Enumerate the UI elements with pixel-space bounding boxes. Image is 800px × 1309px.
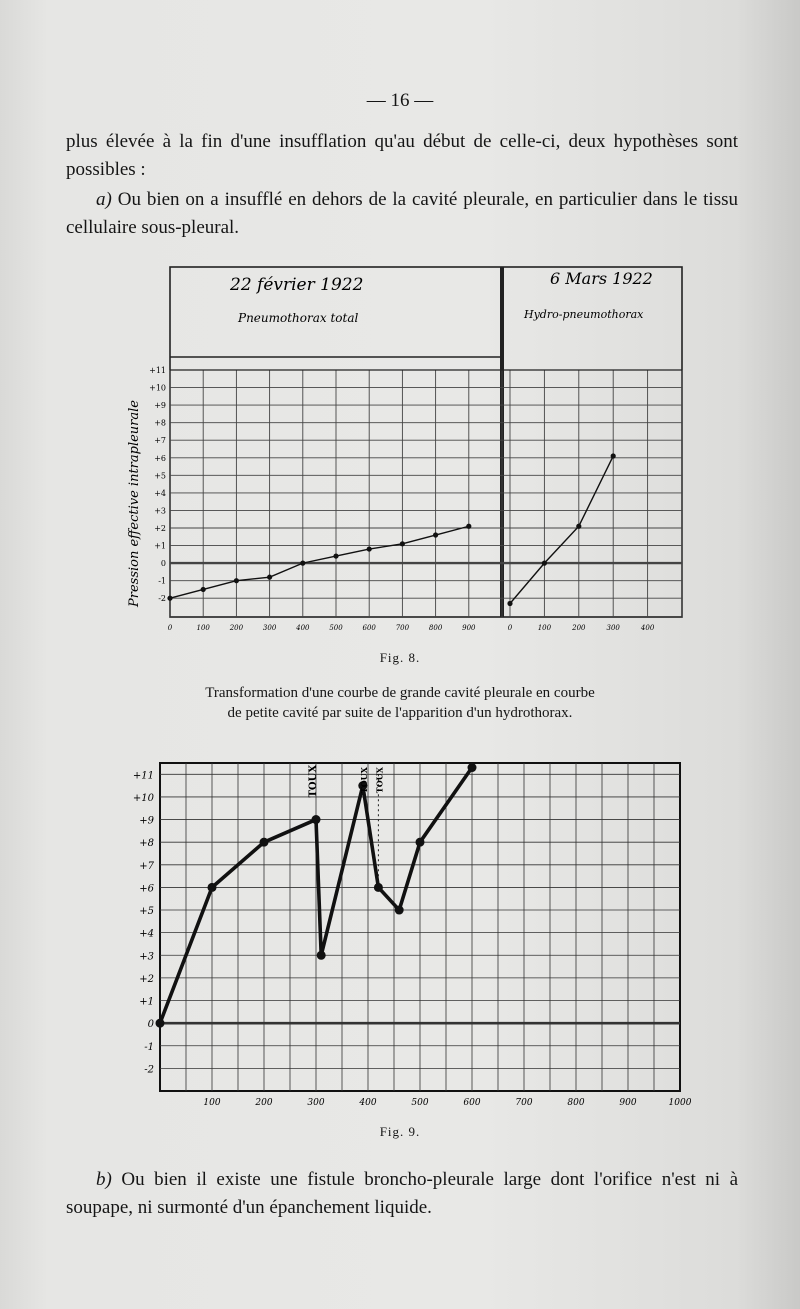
figure-8-left-xtick-label: 100 bbox=[196, 624, 210, 632]
figure-9-xtick-label: 400 bbox=[359, 1098, 377, 1108]
figure-9-ytick-label: +10 bbox=[132, 792, 154, 804]
figure-9-ytick-label: +6 bbox=[139, 883, 154, 895]
figure-8-left-point bbox=[267, 575, 272, 580]
figure-8-ytick-label: +5 bbox=[154, 471, 166, 481]
figure-8-left-point bbox=[466, 524, 471, 529]
figure-9-ytick-label: +4 bbox=[139, 928, 154, 940]
figure-9-ytick-label: -2 bbox=[144, 1064, 154, 1076]
figure-9-ytick-label: +5 bbox=[139, 906, 154, 918]
figure-9-point bbox=[395, 906, 404, 915]
figure-9-ytick-label: +3 bbox=[139, 951, 154, 963]
figure-9-point bbox=[374, 883, 383, 892]
figure-8-ytick-label: +2 bbox=[154, 524, 166, 533]
figure-9-point bbox=[468, 763, 477, 772]
figure-8-left-xtick-label: 400 bbox=[296, 624, 310, 632]
figure-8-left-point bbox=[367, 546, 372, 551]
figure-8-right-xtick-label: 0 bbox=[507, 624, 513, 632]
figure-9-ytick-label: +1 bbox=[139, 996, 154, 1008]
figure-8-ytick-label: +11 bbox=[149, 366, 166, 375]
figure-8-right-xtick-label: 400 bbox=[640, 624, 655, 632]
figure-9-ytick-label: -1 bbox=[144, 1041, 154, 1053]
figure-9-point bbox=[416, 838, 425, 847]
figure-9-xtick-label: 700 bbox=[515, 1098, 533, 1108]
figure-9-point bbox=[156, 1019, 165, 1028]
figure-8-right-point bbox=[576, 524, 581, 529]
paragraph-intro-text: plus élevée à la fin d'une insufflation qu'au début de celle-ci, deux hypothèses sont possibles : bbox=[66, 131, 738, 180]
figure-8-left-point bbox=[201, 587, 206, 592]
figure-9-ytick-label: +7 bbox=[139, 860, 154, 872]
figure-9-ytick-label: +11 bbox=[132, 770, 154, 782]
figure-9-caption: Fig. 9. bbox=[379, 1124, 421, 1139]
figure-8-caption: Fig. 8. bbox=[379, 650, 421, 665]
figure-9-ytick-label: 0 bbox=[147, 1019, 154, 1031]
figure-9-xtick-label: 800 bbox=[567, 1098, 585, 1108]
figure-9-xtick-label: 300 bbox=[307, 1098, 325, 1108]
figure-8-ylabel bbox=[127, 400, 142, 608]
paragraph-b-text: Ou bien il existe une fistule broncho-pleurale large dont l'orifice n'est ni à soupape, ni surmonté d'un épanchement liquide. bbox=[66, 1169, 739, 1218]
figure-8-ytick-label: -1 bbox=[158, 576, 166, 586]
figure-8-left-xtick-label: 900 bbox=[462, 624, 476, 632]
figure-9-annotation: TOUX bbox=[358, 767, 369, 794]
figure-9-xtick-label: 1000 bbox=[668, 1098, 692, 1108]
figure-9-point bbox=[317, 951, 326, 960]
figure-8-description-2: de petite cavité par suite de l'apparition d'un hydrothorax. bbox=[227, 705, 573, 721]
figure-9-point bbox=[208, 883, 217, 892]
figure-8-ytick-label: +9 bbox=[154, 401, 166, 411]
figure-8-ytick-label: +4 bbox=[154, 488, 166, 498]
figure-8-left-xtick-label: 0 bbox=[167, 624, 173, 632]
figure-8-left-xtick-label: 700 bbox=[395, 624, 410, 632]
figure-8-ytick-label: -2 bbox=[158, 594, 166, 604]
figure-8-right-title: Hydro-pneumothorax bbox=[524, 308, 644, 321]
figure-9-chart bbox=[120, 755, 700, 1115]
figure-9-annotation: TOUX bbox=[374, 767, 385, 794]
figure-8-left-title: Pneumothorax total bbox=[238, 311, 359, 325]
paragraph-a-marker: a) bbox=[96, 189, 112, 210]
figure-8-left-point bbox=[333, 553, 338, 558]
figure-9-xtick-label: 600 bbox=[463, 1098, 481, 1108]
figure-8-right-point bbox=[542, 561, 547, 566]
figure-8-left-xtick-label: 600 bbox=[362, 624, 376, 632]
figure-8-ytick-label: +3 bbox=[154, 506, 166, 516]
figure-9-ytick-label: +9 bbox=[139, 815, 154, 827]
figure-8-left-date: 22 février 1922 bbox=[230, 275, 364, 295]
figure-8-ylabel-text: Pression effective intrapleurale bbox=[127, 400, 142, 607]
page-number: — 16 — bbox=[366, 90, 434, 111]
figure-8-left-point bbox=[167, 596, 172, 601]
paragraph-intro bbox=[66, 128, 738, 184]
figure-8-ytick-label: +10 bbox=[149, 383, 166, 393]
paragraph-b bbox=[66, 1166, 738, 1222]
figure-8-description-1: Transformation d'une courbe de grande cavité pleurale en courbe bbox=[205, 685, 595, 701]
figure-8-right-xtick-label: 100 bbox=[537, 624, 552, 632]
figure-8-right-header bbox=[523, 269, 653, 321]
figure-8-right-xtick-label: 200 bbox=[572, 624, 586, 632]
paragraph-a-text: Ou bien on a insufflé en dehors de la cavité pleurale, en particulier dans le tissu cellulaire sous-pleural. bbox=[66, 189, 738, 238]
figure-8-left-point bbox=[234, 578, 239, 583]
figure-8-left-xtick-label: 300 bbox=[262, 624, 277, 632]
figure-8-left-point bbox=[433, 532, 438, 537]
figure-9-point bbox=[312, 815, 321, 824]
figure-9-xtick-label: 100 bbox=[203, 1098, 221, 1108]
figure-8-left-xtick-label: 500 bbox=[329, 624, 343, 632]
figure-8-left-xtick-label: 800 bbox=[428, 624, 443, 632]
figure-9-ytick-label: +8 bbox=[139, 838, 154, 850]
figure-9-xtick-label: 500 bbox=[411, 1098, 429, 1108]
figure-8-chart bbox=[110, 262, 700, 642]
figure-8-right-point bbox=[507, 601, 512, 606]
figure-9-annotation: TOUX bbox=[308, 764, 319, 798]
figure-8-ytick-label: 0 bbox=[160, 559, 166, 569]
figure-8-left-header bbox=[229, 275, 363, 325]
figure-9-ytick-label: +2 bbox=[139, 973, 154, 985]
figure-8-left-point bbox=[300, 561, 305, 566]
paragraph-b-marker: b) bbox=[96, 1169, 112, 1190]
figure-9-point bbox=[260, 838, 269, 847]
figure-8-ytick-label: +7 bbox=[154, 436, 166, 446]
figure-8-right-point bbox=[611, 453, 616, 458]
figure-8-right-xtick-label: 300 bbox=[606, 624, 620, 632]
figure-8-left-point bbox=[400, 541, 405, 546]
figure-8-left-xtick-label: 200 bbox=[229, 624, 244, 632]
figure-9-xtick-label: 200 bbox=[255, 1098, 273, 1108]
figure-8-right-series-line bbox=[510, 456, 613, 603]
figure-8-ytick-label: +6 bbox=[154, 453, 166, 463]
figure-8-right-date: 6 Mars 1922 bbox=[550, 269, 653, 288]
figure-8-ytick-label: +1 bbox=[154, 541, 166, 551]
figure-9-xtick-label: 900 bbox=[619, 1098, 637, 1108]
paragraph-a bbox=[66, 186, 738, 242]
figure-8-ytick-label: +8 bbox=[154, 418, 166, 428]
